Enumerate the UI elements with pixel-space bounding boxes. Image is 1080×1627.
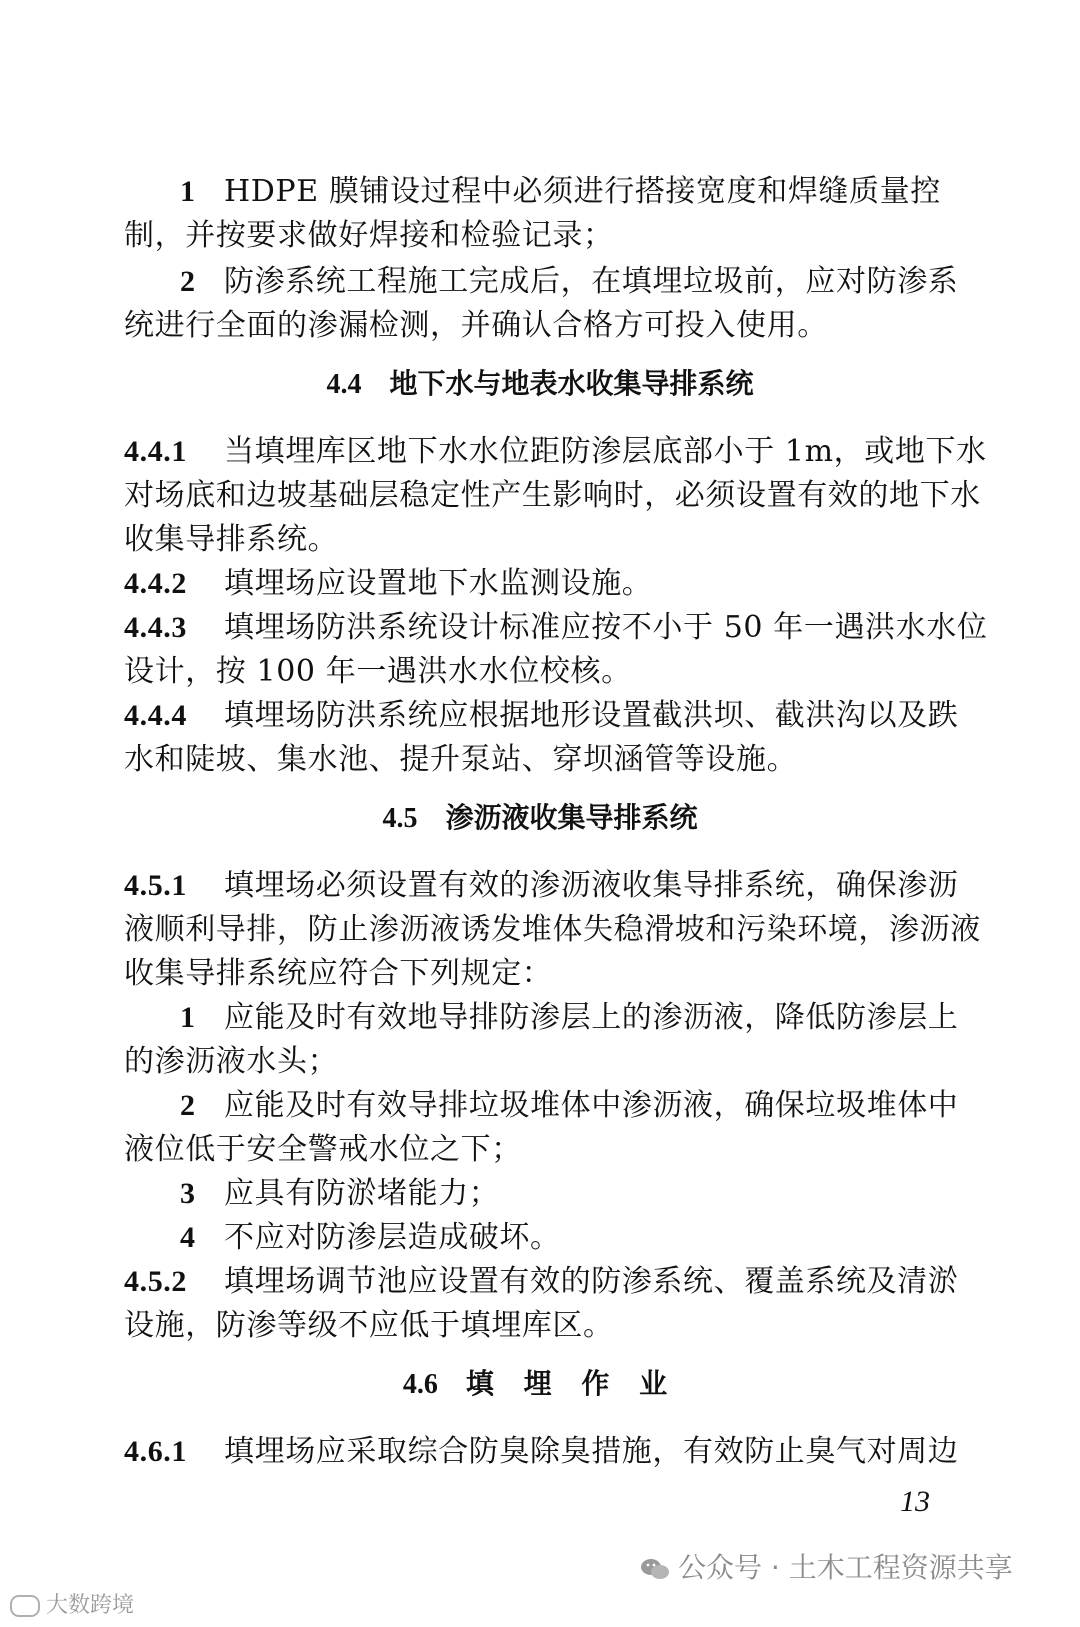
clause-line [124, 432, 987, 472]
line-text: 应能及时有效导排垃圾堆体中渗沥液，确保垃圾堆体中 [224, 1088, 959, 1123]
text-line [124, 1130, 954, 1170]
clause-number: 4.6.1 [124, 1435, 187, 1468]
logo-mark-icon [10, 1595, 40, 1617]
text-line [124, 476, 981, 516]
clause-line [124, 696, 959, 736]
text-line [124, 1042, 954, 1082]
line-text: 水和陡坡、集水池、提升泵站、穿坝涵管等设施。 [124, 742, 798, 777]
clause-line [124, 866, 959, 906]
list-item-line [180, 1086, 1010, 1126]
corner-logo [10, 1588, 134, 1619]
page-number: 13 [900, 1485, 930, 1518]
item-number: 1 [180, 175, 196, 208]
line-text: 填埋场必须设置有效的渗沥液收集导排系统，确保渗沥 [224, 868, 959, 903]
line-text: 制，并按要求做好焊接和检验记录； [124, 218, 614, 253]
text-line [124, 740, 954, 780]
section-title: 填 埋 作 业 [465, 1367, 678, 1400]
line-text: 设施，防渗等级不应低于填埋库区。 [124, 1308, 614, 1343]
line-text: 统进行全面的渗漏检测，并确认合格方可投入使用。 [124, 308, 828, 343]
watermark [640, 1546, 1013, 1586]
text-line [124, 652, 954, 692]
clause-number: 4.4.2 [124, 567, 187, 600]
line-text: 填埋场应采取综合防臭除臭措施，有效防止臭气对周边 [224, 1434, 959, 1469]
section-heading [0, 1364, 1080, 1405]
line-text: 当填埋库区地下水水位距防渗层底部小于 1m，或地下水 [224, 434, 987, 469]
text-line [124, 306, 954, 346]
item-number: 2 [180, 265, 196, 298]
line-text: 液位低于安全警戒水位之下； [124, 1132, 522, 1167]
section-number: 4.4 [326, 369, 362, 400]
clause-number: 4.5.1 [124, 869, 187, 902]
text-line [124, 954, 954, 994]
list-item-line [180, 998, 1010, 1038]
item-number: 3 [180, 1177, 196, 1210]
section-heading [0, 364, 1080, 405]
wechat-icon [640, 1557, 670, 1581]
text-line [124, 910, 981, 950]
clause-number: 4.5.2 [124, 1265, 187, 1298]
line-text: 对场底和边坡基础层稳定性产生影响时，必须设置有效的地下水 [124, 478, 981, 513]
clause-line [124, 1262, 959, 1302]
list-item-line [180, 1174, 1010, 1214]
line-text: 填埋场防洪系统应根据地形设置截洪坝、截洪沟以及跌 [224, 698, 959, 733]
line-text: 设计，按 100 年一遇洪水水位校核。 [124, 654, 632, 689]
watermark-text: 公众号 · 土木工程资源共享 [678, 1551, 1013, 1584]
item-number: 1 [180, 1001, 196, 1034]
section-number: 4.6 [402, 1369, 438, 1400]
item-number: 4 [180, 1221, 196, 1254]
line-text: 填埋场防洪系统设计标准应按不小于 50 年一遇洪水水位 [224, 610, 988, 645]
list-item-line [180, 1218, 1010, 1258]
clause-line [124, 1432, 959, 1472]
line-text: 应具有防淤堵能力； [224, 1176, 500, 1211]
list-item-line [180, 172, 1010, 212]
section-number: 4.5 [382, 803, 418, 834]
line-text: 的渗沥液水头； [124, 1044, 339, 1079]
text-line [124, 520, 954, 560]
section-title: 地下水与地表水收集导排系统 [389, 367, 754, 400]
clause-line [124, 608, 988, 648]
text-line [124, 216, 954, 256]
line-text: 不应对防渗层造成破坏。 [224, 1220, 561, 1255]
clause-number: 4.4.4 [124, 699, 187, 732]
item-number: 2 [180, 1089, 196, 1122]
line-text: 防渗系统工程施工完成后，在填埋垃圾前，应对防渗系 [224, 264, 959, 299]
line-text: 应能及时有效地导排防渗层上的渗沥液，降低防渗层上 [224, 1000, 959, 1035]
line-text: HDPE 膜铺设过程中必须进行搭接宽度和焊缝质量控 [224, 174, 941, 209]
line-text: 收集导排系统应符合下列规定： [124, 956, 553, 991]
clause-number: 4.4.1 [124, 435, 187, 468]
line-text: 液顺利导排，防止渗沥液诱发堆体失稳滑坡和污染环境，渗沥液 [124, 912, 981, 947]
clause-number: 4.4.3 [124, 611, 187, 644]
text-line [124, 1306, 954, 1346]
line-text: 收集导排系统。 [124, 522, 339, 557]
section-title: 渗沥液收集导排系统 [445, 801, 698, 834]
list-item-line [180, 262, 1010, 302]
line-text: 填埋场调节池应设置有效的防渗系统、覆盖系统及清淤 [224, 1264, 959, 1299]
section-heading [0, 798, 1080, 839]
clause-line [124, 564, 954, 604]
line-text: 填埋场应设置地下水监测设施。 [224, 566, 653, 601]
corner-logo-text: 大数跨境 [46, 1593, 135, 1618]
